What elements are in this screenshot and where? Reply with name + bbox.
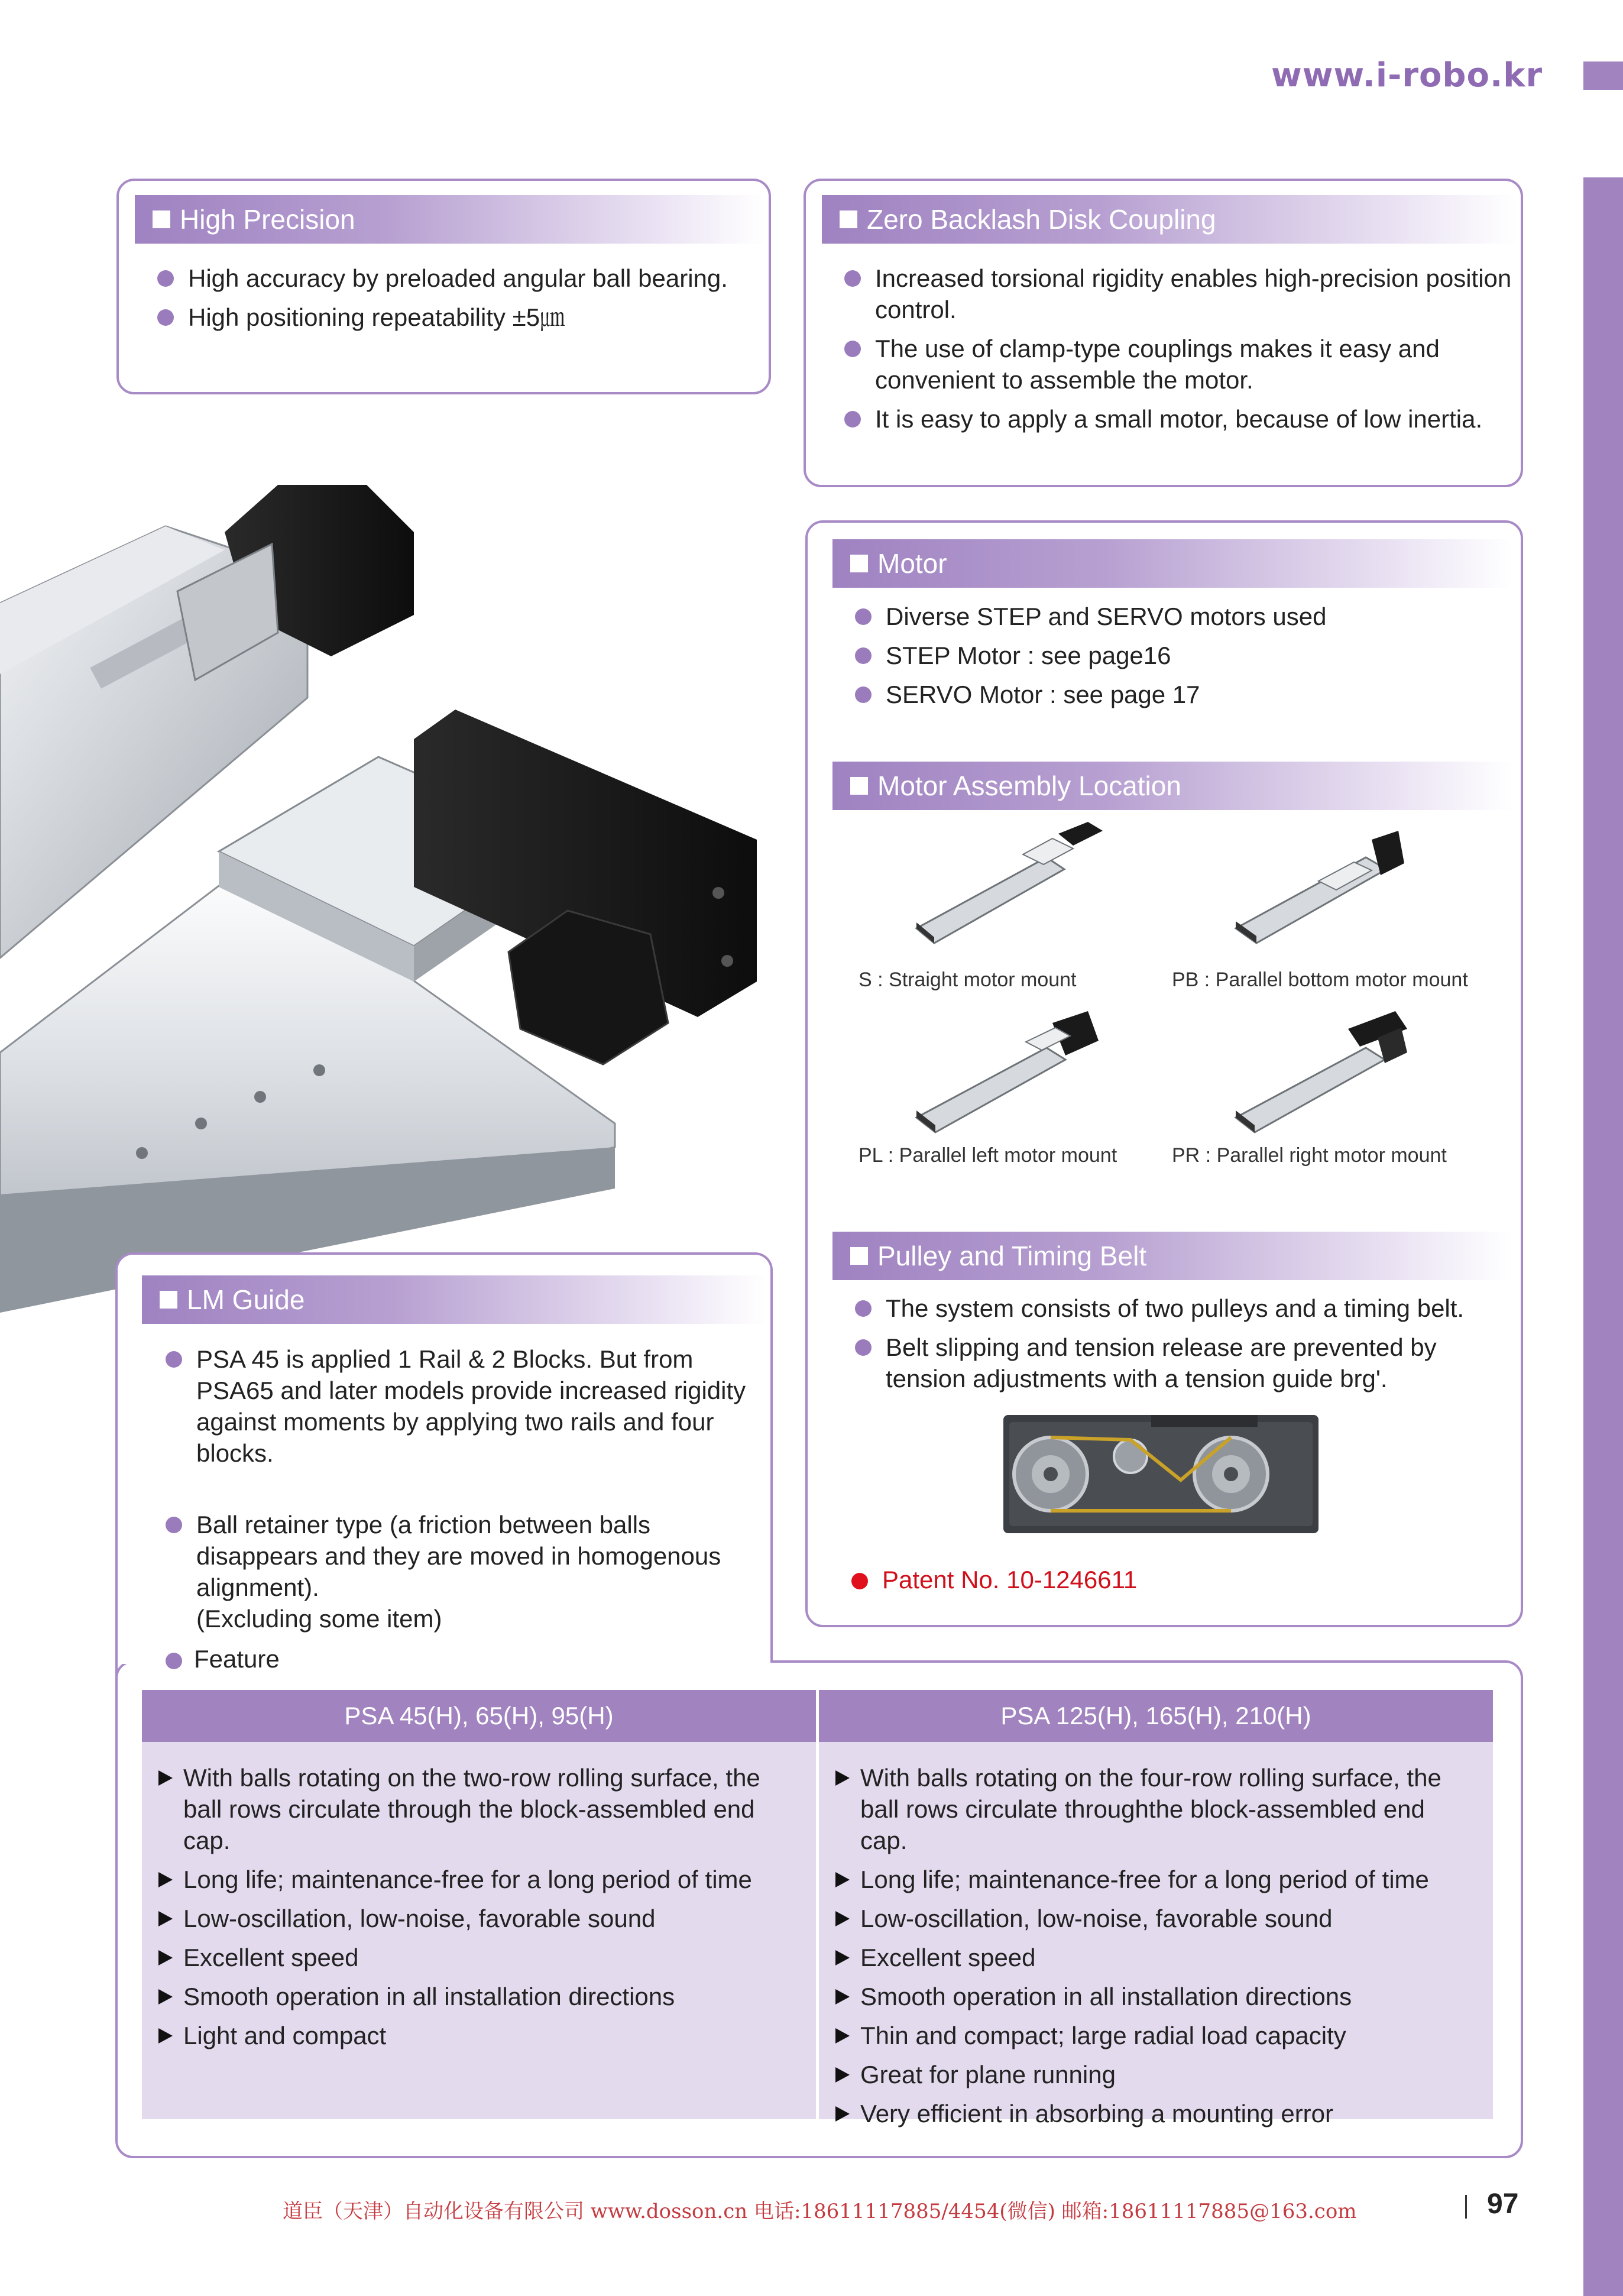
triangle-bullet-icon	[835, 1989, 850, 2004]
red-bullet-icon	[851, 1573, 868, 1589]
triangle-bullet-icon	[835, 1770, 850, 1786]
bullet-icon	[855, 1300, 872, 1317]
pulley-timing-belt-image	[1003, 1415, 1319, 1533]
bullet-icon	[166, 1351, 182, 1368]
section-title: Motor Assembly Location	[877, 770, 1181, 801]
list-item: Great for plane running	[835, 2059, 1475, 2090]
list-item: Smooth operation in all installation directions	[835, 1981, 1475, 2012]
mount-label-pb: PB : Parallel bottom motor mount	[1172, 969, 1468, 991]
triangle-bullet-icon	[835, 1911, 850, 1926]
list-item: STEP Motor : see page16	[855, 640, 1505, 671]
section-title: High Precision	[180, 204, 355, 235]
parallel-right-mount-thumbnail	[1230, 1011, 1413, 1135]
patent-number: Patent No. 10-1246611	[851, 1566, 1137, 1594]
list-item: It is easy to apply a small motor, because of low inertia.	[844, 403, 1512, 435]
motor-list	[855, 601, 1505, 718]
pulley-header	[832, 1232, 1512, 1280]
triangle-bullet-icon	[158, 1989, 173, 2004]
section-square-icon	[160, 1291, 177, 1309]
high-precision-list	[157, 263, 760, 341]
bullet-icon	[844, 341, 861, 357]
list-item: With balls rotating on the two-row rolling surface, the ball rows circulate through the block-assembled end cap.	[158, 1762, 798, 1856]
bullet-icon	[855, 608, 872, 625]
zero-backlash-header	[822, 195, 1517, 244]
bullet-icon	[855, 647, 872, 664]
triangle-bullet-icon	[835, 1872, 850, 1887]
list-item: High accuracy by preloaded angular ball bearing.	[157, 263, 760, 294]
motor-assembly-header	[832, 762, 1512, 810]
triangle-bullet-icon	[158, 2028, 173, 2044]
section-title: Zero Backlash Disk Coupling	[867, 204, 1216, 235]
triangle-bullet-icon	[158, 1872, 173, 1887]
site-url[interactable]: www.i-robo.kr	[1271, 56, 1543, 95]
lm-guide-header	[142, 1275, 766, 1324]
section-title: Motor	[877, 548, 947, 579]
mount-label-pr: PR : Parallel right motor mount	[1172, 1144, 1447, 1167]
list-item: Belt slipping and tension release are prevented by tension adjustments with a tension guide brg'.	[855, 1332, 1505, 1394]
list-item: (Excluding some item)	[196, 1605, 442, 1633]
list-item: The system consists of two pulleys and a timing belt.	[855, 1293, 1505, 1324]
section-square-icon	[850, 555, 868, 572]
footer-company-info: 道臣（天津）自动化设备有限公司 www.dosson.cn 电话:18611117885/4454(微信) 邮箱:18611117885@163.com	[283, 2200, 1357, 2223]
list-item: PSA 45 is applied 1 Rail & 2 Blocks. But from PSA65 and later models provide increased rigidity against moments by applying two rails and four blocks.	[166, 1343, 763, 1469]
bullet-icon	[855, 686, 872, 703]
bullet-icon	[157, 309, 174, 326]
list-item: Increased torsional rigidity enables high-precision position control.	[844, 263, 1512, 325]
list-item: SERVO Motor : see page 17	[855, 679, 1505, 710]
feature-list-left	[158, 1762, 798, 2059]
list-item: With balls rotating on the four-row rolling surface, the ball rows circulate throughthe block-assembled end cap.	[835, 1762, 1475, 1856]
mount-label-pl: PL : Parallel left motor mount	[859, 1144, 1117, 1167]
bullet-icon	[157, 270, 174, 287]
feature-column-right	[819, 1690, 1493, 2127]
high-precision-header	[135, 195, 764, 244]
triangle-bullet-icon	[835, 2106, 850, 2122]
feature-table	[142, 1690, 1493, 2127]
column-header: PSA 45(H), 65(H), 95(H)	[142, 1690, 816, 1742]
zero-backlash-list	[844, 263, 1512, 442]
list-item: Long life; maintenance-free for a long period of time	[158, 1864, 798, 1895]
bullet-icon	[844, 270, 861, 287]
linear-actuator-illustration	[0, 461, 769, 1313]
page-number: 97	[1487, 2188, 1519, 2220]
feature-label-row	[166, 1645, 280, 1673]
section-square-icon	[850, 777, 868, 795]
triangle-bullet-icon	[835, 2067, 850, 2083]
page-tab-marker	[1583, 61, 1623, 90]
list-item: Smooth operation in all installation directions	[158, 1981, 798, 2012]
bullet-icon	[855, 1339, 872, 1356]
side-color-band	[1583, 177, 1623, 2296]
list-item: Long life; maintenance-free for a long period of time	[835, 1864, 1475, 1895]
list-item: Very efficient in absorbing a mounting error	[835, 2098, 1475, 2129]
section-square-icon	[840, 211, 857, 228]
parallel-left-mount-thumbnail	[911, 1011, 1106, 1135]
list-item: The use of clamp-type couplings makes it easy and convenient to assemble the motor.	[844, 333, 1512, 396]
section-title: Pulley and Timing Belt	[877, 1241, 1147, 1271]
list-item: Excellent speed	[158, 1942, 798, 1973]
triangle-bullet-icon	[835, 1950, 850, 1965]
straight-mount-thumbnail	[911, 822, 1112, 946]
list-item: Ball retainer type (a friction between balls disappears and they are moved in homogenous alignment).	[166, 1509, 763, 1603]
list-item: Excellent speed	[835, 1942, 1475, 1973]
triangle-bullet-icon	[158, 1911, 173, 1926]
section-square-icon	[850, 1247, 868, 1265]
bullet-icon	[166, 1653, 182, 1669]
pulley-list	[855, 1293, 1505, 1402]
triangle-bullet-icon	[835, 2028, 850, 2044]
list-item: Diverse STEP and SERVO motors used	[855, 601, 1505, 632]
list-item: Low-oscillation, low-noise, favorable sound	[158, 1903, 798, 1934]
section-title: LM Guide	[187, 1284, 305, 1315]
footer-divider	[1465, 2195, 1467, 2219]
list-item: Light and compact	[158, 2020, 798, 2051]
list-item: High positioning repeatability ±5㎛	[157, 302, 760, 333]
feature-list-right	[835, 1762, 1475, 2137]
bullet-icon	[166, 1517, 182, 1533]
parallel-bottom-mount-thumbnail	[1230, 828, 1407, 946]
triangle-bullet-icon	[158, 1950, 173, 1965]
lm-guide-list	[166, 1343, 763, 1634]
feature-column-left	[142, 1690, 816, 2119]
list-item: Low-oscillation, low-noise, favorable sound	[835, 1903, 1475, 1934]
section-square-icon	[153, 211, 170, 228]
list-item: Thin and compact; large radial load capacity	[835, 2020, 1475, 2051]
column-header: PSA 125(H), 165(H), 210(H)	[819, 1690, 1493, 1742]
mount-label-s: S : Straight motor mount	[859, 969, 1077, 991]
feature-label: Feature	[194, 1645, 280, 1673]
motor-header	[832, 539, 1512, 588]
bullet-icon	[844, 411, 861, 428]
triangle-bullet-icon	[158, 1770, 173, 1786]
